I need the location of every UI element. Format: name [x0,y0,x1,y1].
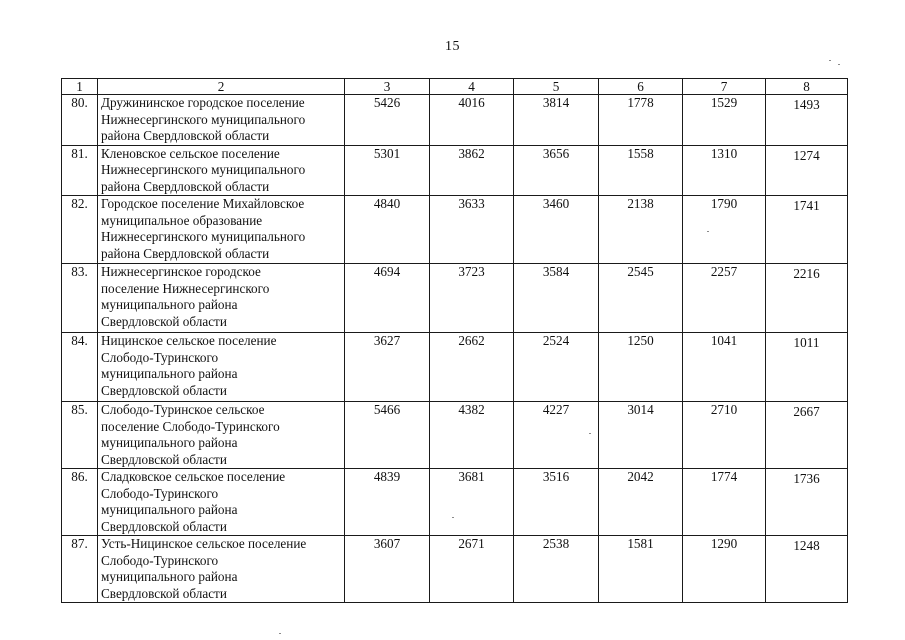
name-line: Нижнесергинское городское [101,264,261,279]
value-col-5: 2524 [514,333,599,402]
value-col-6: 2042 [599,469,683,536]
name-line: Слободо-Туринского [101,349,219,365]
table-row [62,196,848,264]
name-line: муниципального района [101,435,238,450]
value-col-3: 4839 [345,469,430,536]
municipality-name [98,536,345,603]
value-col-4: 2662 [430,333,514,402]
row-number: 82. [62,196,98,264]
value-col-3: 5426 [345,95,430,146]
value-col-6: 2545 [599,264,683,333]
table-row [62,333,848,402]
value-col-6: 1250 [599,333,683,402]
value-col-3: 5466 [345,402,430,469]
name-line: Сладковское сельское поселение [101,469,286,484]
value-col-8: 2216 [766,264,848,333]
value-col-3: 5301 [345,145,430,196]
row-number: 86. [62,469,98,536]
value-col-4: 3862 [430,145,514,196]
municipality-name [98,95,345,146]
name-line: Свердловской области [101,382,227,398]
value-col-5: 3656 [514,145,599,196]
value-col-4: 4016 [430,95,514,146]
row-number: 80. [62,95,98,146]
value-col-7: 1790 [683,196,766,264]
name-line: района Свердловской области [101,245,270,261]
table-row [62,469,848,536]
name-line: Нижнесергинского муниципального [101,162,306,177]
value-col-5: 3814 [514,95,599,146]
value-col-5: 4227 [514,402,599,469]
name-line: Ницинское сельское поселение [101,333,277,348]
column-header: 5 [514,79,599,95]
column-header: 8 [766,79,848,95]
column-header: 6 [599,79,683,95]
name-line: поселение Нижнесергинского [101,280,270,296]
value-col-8: 1248 [766,536,848,603]
name-line: района Свердловской области [101,178,270,194]
scan-speck [838,64,840,65]
value-col-7: 1290 [683,536,766,603]
name-line: Дружининское городское поселение [101,95,305,110]
value-col-7: 1041 [683,333,766,402]
column-header: 2 [98,79,345,95]
value-col-6: 1778 [599,95,683,146]
scan-speck [452,517,454,518]
value-col-6: 3014 [599,402,683,469]
municipality-name [98,145,345,196]
name-line: Свердловской области [101,451,227,467]
table-row [62,264,848,333]
value-col-6: 1558 [599,145,683,196]
name-line: муниципального района [101,569,238,584]
value-col-8: 1493 [766,95,848,146]
scan-speck [589,433,591,434]
row-number: 81. [62,145,98,196]
name-line: муниципальное образование [101,212,263,228]
municipality-name [98,333,345,402]
value-col-7: 1774 [683,469,766,536]
value-col-5: 3460 [514,196,599,264]
value-col-8: 1741 [766,196,848,264]
value-col-6: 2138 [599,196,683,264]
value-col-7: 1310 [683,145,766,196]
value-col-3: 3627 [345,333,430,402]
value-col-4: 3633 [430,196,514,264]
name-line: района Свердловской области [101,128,270,143]
table-row [62,145,848,196]
municipality-name [98,196,345,264]
name-line: муниципального района [101,502,238,517]
value-col-5: 3516 [514,469,599,536]
name-line: муниципального района [101,297,238,312]
name-line: Слободо-Туринского [101,485,219,501]
table-body [62,79,848,603]
value-col-5: 2538 [514,536,599,603]
table-row [62,402,848,469]
value-col-8: 2667 [766,402,848,469]
name-line: поселение Слободо-Туринского [101,418,280,434]
name-line: Нижнесергинского муниципального [101,111,306,127]
header-row [62,79,848,95]
population-table [61,78,848,603]
name-line: Свердловской области [101,585,227,601]
value-col-8: 1011 [766,333,848,402]
column-header: 1 [62,79,98,95]
value-col-4: 4382 [430,402,514,469]
value-col-7: 1529 [683,95,766,146]
value-col-7: 2710 [683,402,766,469]
row-number: 87. [62,536,98,603]
name-line: Усть-Ницинское сельское поселение [101,536,307,551]
value-col-3: 4694 [345,264,430,333]
value-col-8: 1274 [766,145,848,196]
value-col-6: 1581 [599,536,683,603]
scan-speck [707,231,709,232]
value-col-4: 3723 [430,264,514,333]
value-col-4: 3681 [430,469,514,536]
name-line: Кленовское сельское поселение [101,145,280,161]
name-line: Слободо-Туринского [101,552,219,568]
table-row [62,536,848,603]
value-col-4: 2671 [430,536,514,603]
name-line: Слободо-Туринское сельское [101,402,265,417]
value-col-8: 1736 [766,469,848,536]
row-number: 83. [62,264,98,333]
value-col-7: 2257 [683,264,766,333]
value-col-3: 4840 [345,196,430,264]
name-line: Свердловской области [101,518,227,534]
column-header: 7 [683,79,766,95]
name-line: Свердловской области [101,313,227,329]
municipality-name [98,402,345,469]
value-col-3: 3607 [345,536,430,603]
column-header: 4 [430,79,514,95]
name-line: Нижнесергинского муниципального [101,229,306,244]
page-number: 15 [445,39,460,54]
scan-speck [829,60,831,61]
column-header: 3 [345,79,430,95]
row-number: 84. [62,333,98,402]
name-line: Городское поселение Михайловское [101,196,305,211]
table-row [62,95,848,146]
municipality-name [98,264,345,333]
value-col-5: 3584 [514,264,599,333]
municipality-name [98,469,345,536]
name-line: муниципального района [101,366,238,381]
scan-speck [279,633,281,634]
row-number: 85. [62,402,98,469]
